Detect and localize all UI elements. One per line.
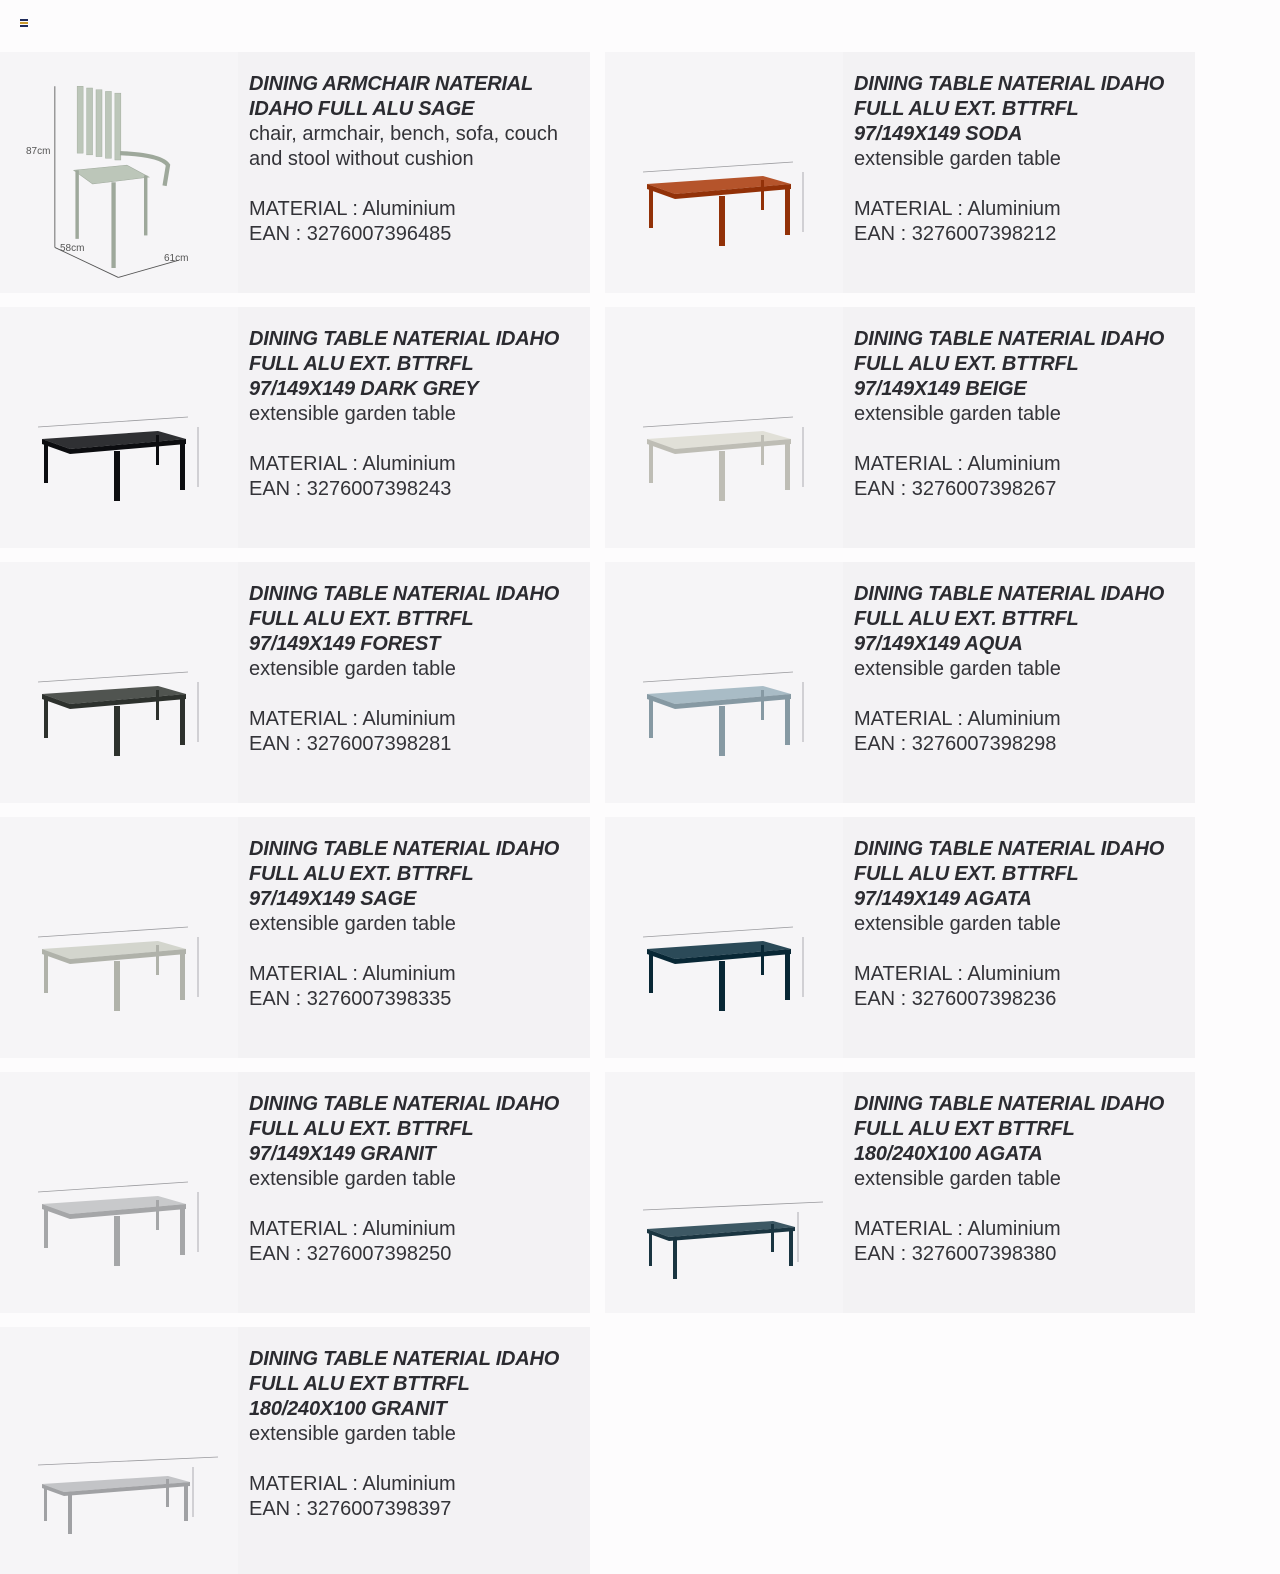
extensible-table-icon — [18, 1092, 228, 1292]
dimension-label: 87cm — [26, 146, 51, 157]
product-image[interactable] — [0, 817, 238, 1058]
product-card[interactable] — [0, 817, 590, 1058]
extensible-table-icon — [623, 327, 833, 527]
product-image[interactable] — [605, 817, 843, 1058]
product-card[interactable] — [0, 1327, 590, 1574]
dimension-label: 61cm — [164, 253, 189, 264]
product-card[interactable] — [605, 562, 1195, 803]
product-title[interactable]: DINING TABLE NATERIAL IDAHO FULL ALU EXT BTTRFL 180/240X100 AGATA — [854, 1093, 1165, 1165]
long-table-icon — [623, 1092, 833, 1292]
dimension-label: 58cm — [60, 243, 85, 254]
product-description: extensible garden table — [249, 1423, 456, 1445]
product-title[interactable]: DINING TABLE NATERIAL IDAHO FULL ALU EXT. BTTRFL 97/149X149 GRANIT — [249, 1093, 560, 1165]
product-ean: EAN : 3276007398267 — [854, 478, 1057, 500]
product-description: extensible garden table — [854, 1168, 1061, 1190]
extensible-table-icon — [18, 582, 228, 782]
product-title[interactable]: DINING TABLE NATERIAL IDAHO FULL ALU EXT BTTRFL 180/240X100 GRANIT — [249, 1348, 560, 1420]
product-card[interactable] — [0, 307, 590, 548]
product-ean: EAN : 3276007398298 — [854, 733, 1057, 755]
product-image[interactable] — [0, 307, 238, 548]
product-ean: EAN : 3276007398281 — [249, 733, 452, 755]
product-image[interactable] — [0, 1327, 238, 1574]
product-title[interactable]: DINING ARMCHAIR NATERIAL IDAHO FULL ALU SAGE — [249, 73, 533, 120]
product-material: MATERIAL : Aluminium — [249, 1473, 456, 1495]
extensible-table-icon — [623, 837, 833, 1037]
extensible-table-icon — [18, 327, 228, 527]
product-card[interactable] — [605, 1072, 1195, 1313]
product-title[interactable]: DINING TABLE NATERIAL IDAHO FULL ALU EXT. BTTRFL 97/149X149 DARK GREY — [249, 328, 560, 400]
product-description: extensible garden table — [249, 913, 456, 935]
product-description: extensible garden table — [249, 658, 456, 680]
product-card[interactable] — [0, 1072, 590, 1313]
product-card[interactable] — [0, 562, 590, 803]
product-description: extensible garden table — [854, 403, 1061, 425]
product-image[interactable] — [0, 52, 238, 293]
product-ean: EAN : 3276007398243 — [249, 478, 452, 500]
product-description: chair, armchair, bench, sofa, couch and stool without cushion — [249, 123, 559, 170]
product-ean: EAN : 3276007398250 — [249, 1243, 452, 1265]
product-image[interactable] — [605, 52, 843, 293]
product-material: MATERIAL : Aluminium — [854, 708, 1061, 730]
product-material: MATERIAL : Aluminium — [249, 708, 456, 730]
product-material: MATERIAL : Aluminium — [249, 453, 456, 475]
product-ean: EAN : 3276007396485 — [249, 223, 452, 245]
product-card[interactable] — [605, 52, 1195, 293]
product-ean: EAN : 3276007398335 — [249, 988, 452, 1010]
product-title[interactable]: DINING TABLE NATERIAL IDAHO FULL ALU EXT. BTTRFL 97/149X149 SAGE — [249, 838, 560, 910]
product-material: MATERIAL : Aluminium — [854, 198, 1061, 220]
product-image[interactable] — [605, 307, 843, 548]
product-card[interactable] — [605, 307, 1195, 548]
product-material: MATERIAL : Aluminium — [854, 1218, 1061, 1240]
product-image[interactable] — [0, 1072, 238, 1313]
product-description: extensible garden table — [854, 658, 1061, 680]
product-ean: EAN : 3276007398380 — [854, 1243, 1057, 1265]
product-ean: EAN : 3276007398212 — [854, 223, 1057, 245]
product-material: MATERIAL : Aluminium — [854, 963, 1061, 985]
product-ean: EAN : 3276007398236 — [854, 988, 1057, 1010]
product-title[interactable]: DINING TABLE NATERIAL IDAHO FULL ALU EXT. BTTRFL 97/149X149 BEIGE — [854, 328, 1165, 400]
product-title[interactable]: DINING TABLE NATERIAL IDAHO FULL ALU EXT. BTTRFL 97/149X149 AGATA — [854, 838, 1165, 910]
product-description: extensible garden table — [249, 403, 456, 425]
product-description: extensible garden table — [249, 1168, 456, 1190]
product-image[interactable] — [605, 562, 843, 803]
product-title[interactable]: DINING TABLE NATERIAL IDAHO FULL ALU EXT. BTTRFL 97/149X149 AQUA — [854, 583, 1165, 655]
product-image[interactable] — [0, 562, 238, 803]
product-ean: EAN : 3276007398397 — [249, 1498, 452, 1520]
product-material: MATERIAL : Aluminium — [249, 963, 456, 985]
product-image[interactable] — [605, 1072, 843, 1313]
product-description: extensible garden table — [854, 148, 1061, 170]
product-material: MATERIAL : Aluminium — [854, 453, 1061, 475]
extensible-table-icon — [18, 837, 228, 1037]
product-card[interactable] — [605, 817, 1195, 1058]
product-description: extensible garden table — [854, 913, 1061, 935]
extensible-table-icon — [623, 582, 833, 782]
product-material: MATERIAL : Aluminium — [249, 198, 456, 220]
product-material: MATERIAL : Aluminium — [249, 1218, 456, 1240]
product-title[interactable]: DINING TABLE NATERIAL IDAHO FULL ALU EXT. BTTRFL 97/149X149 SODA — [854, 73, 1165, 145]
product-card[interactable] — [0, 52, 590, 293]
long-table-icon — [18, 1347, 228, 1547]
product-title[interactable]: DINING TABLE NATERIAL IDAHO FULL ALU EXT. BTTRFL 97/149X149 FOREST — [249, 583, 560, 655]
menu-icon[interactable] — [20, 19, 28, 27]
extensible-table-icon — [623, 72, 833, 272]
